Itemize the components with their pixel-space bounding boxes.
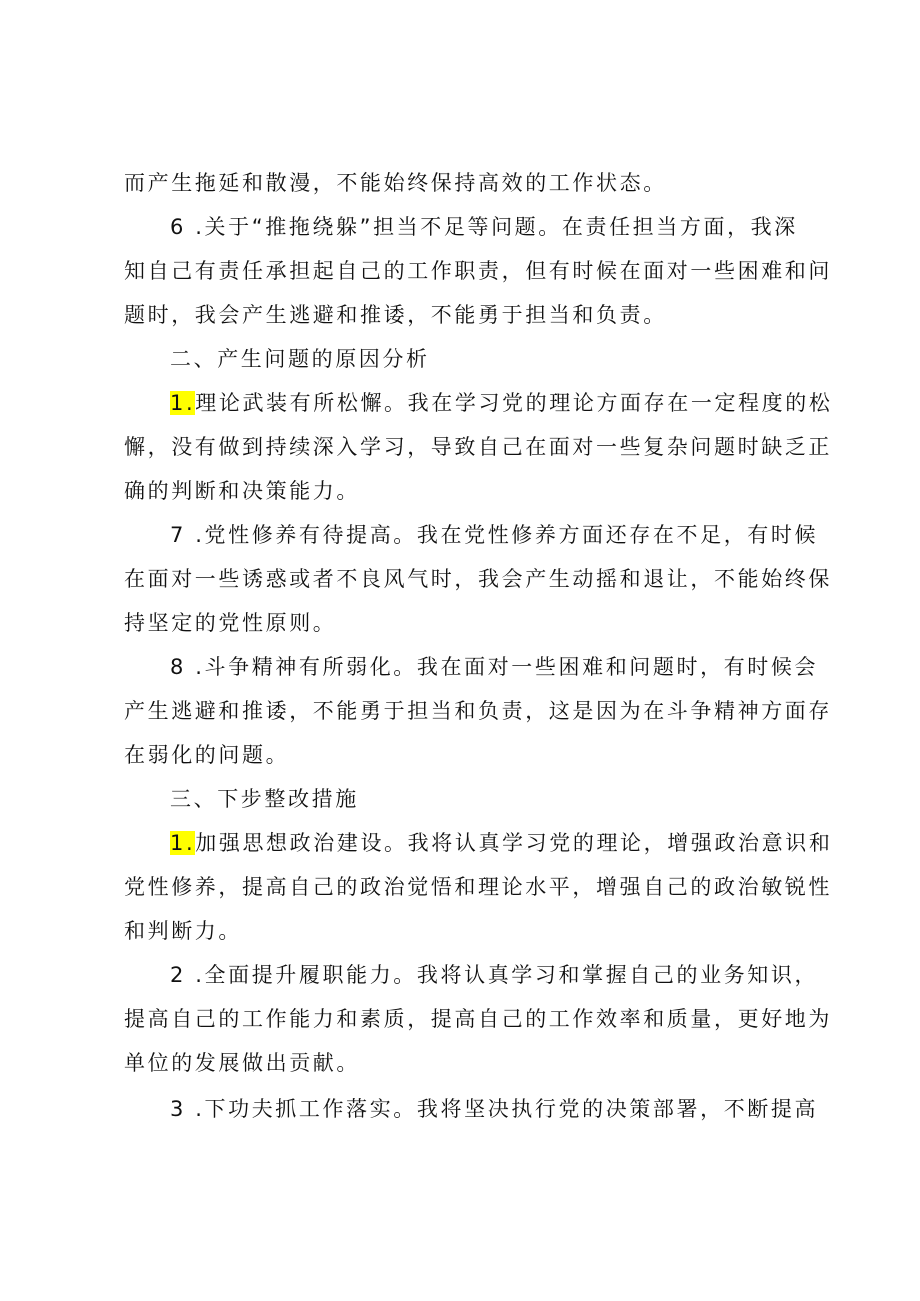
text-line: 持坚定的党性原则。 <box>124 611 337 635</box>
paragraph-text: 理论武装有所松懈。我在学习党的理论方面存在一定程度的松 <box>195 391 833 415</box>
paragraph-8-line-1: 8 .斗争精神有所弱化。我在面对一些困难和问题时，有时候会 <box>170 655 819 679</box>
text-line: 懈，没有做到持续深入学习，导致自己在面对一些复杂问题时缺乏正 <box>124 435 832 459</box>
paragraph-6-line-1: 6 .关于“推拖绕躲”担当不足等问题。在责任担当方面，我深 <box>170 215 798 239</box>
section-heading-3: 三、下步整改措施 <box>170 787 359 811</box>
text-line: 和判断力。 <box>124 919 242 943</box>
text-line: 产生逃避和推诿，不能勇于担当和负责，这是因为在斗争精神方面存 <box>124 699 832 723</box>
text-line: 而产生拖延和散漫，不能始终保持高效的工作状态。 <box>124 171 667 195</box>
text-line: 知自己有责任承担起自己的工作职责，但有时候在面对一些困难和问 <box>124 259 832 283</box>
highlighted-number: 1. <box>170 391 196 415</box>
section-heading-2: 二、产生问题的原因分析 <box>170 347 430 371</box>
text-line: 在弱化的问题。 <box>124 743 290 767</box>
text-line: 党性修养，提高自己的政治觉悟和理论水平，增强自己的政治敏锐性 <box>124 875 832 899</box>
paragraph-measure-1-line-1 <box>170 828 833 858</box>
highlighted-number: 1. <box>170 831 196 855</box>
text-line: 提高自己的工作能力和素质，提高自己的工作效率和质量，更好地为 <box>124 1007 832 1031</box>
paragraph-cause-1-line-1 <box>170 388 833 418</box>
paragraph-3-line-1: 3 .下功夫抓工作落实。我将坚决执行党的决策部署，不断提高 <box>170 1097 819 1121</box>
text-line: 确的判断和决策能力。 <box>124 479 360 503</box>
paragraph-7-line-1: 7 .党性修养有待提高。我在党性修养方面还存在不足，有时候 <box>170 523 819 547</box>
text-line: 单位的发展做出贡献。 <box>124 1051 360 1075</box>
paragraph-text: 加强思想政治建设。我将认真学习党的理论，增强政治意识和 <box>195 831 833 855</box>
text-line: 在面对一些诱惑或者不良风气时，我会产生动摇和退让，不能始终保 <box>124 567 832 591</box>
paragraph-2-line-1: 2 .全面提升履职能力。我将认真学习和掌握自己的业务知识， <box>170 963 819 987</box>
text-line: 题时，我会产生逃避和推诿，不能勇于担当和负责。 <box>124 303 667 327</box>
